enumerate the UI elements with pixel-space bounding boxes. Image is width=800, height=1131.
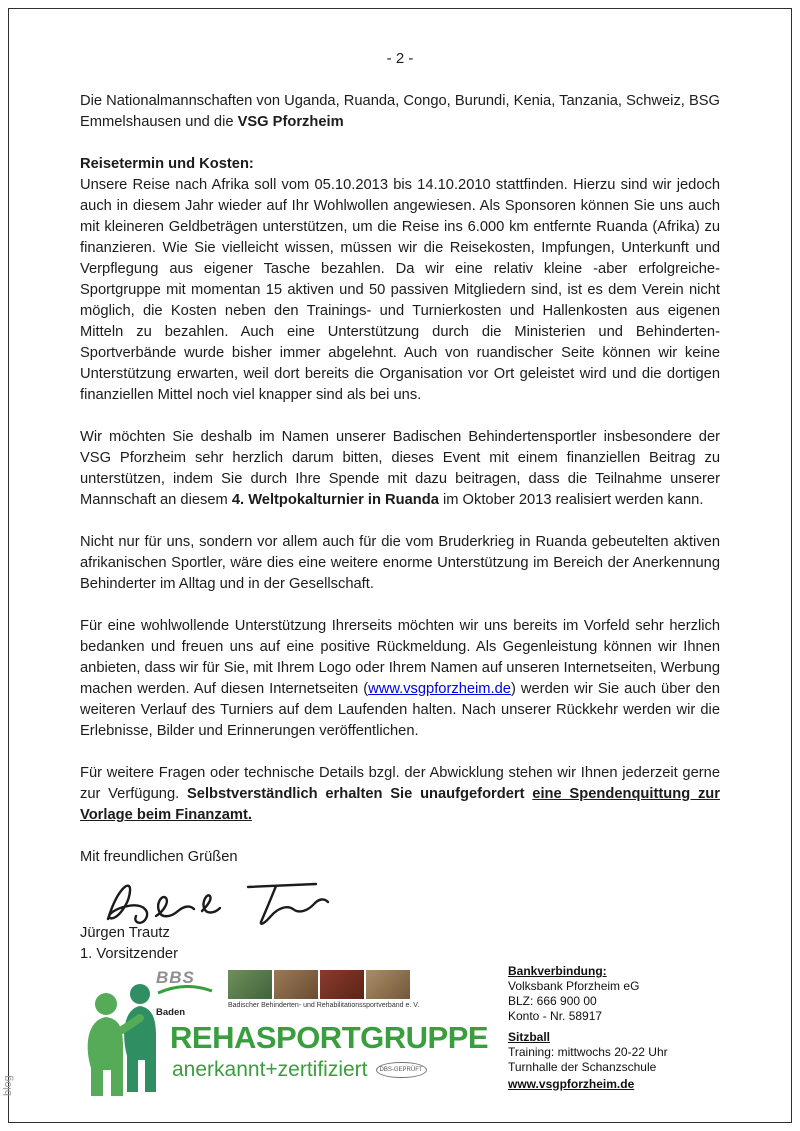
association-caption: Badischer Behinderten- und Rehabilitationssportverband e. V. — [228, 1002, 420, 1009]
text-run: Für weitere Fragen oder technische Details bzgl. der Abwicklung stehen wir Ihnen jederzeit gerne zur Verfügung. — [80, 765, 720, 802]
photo-tile — [366, 970, 410, 999]
bank-title: Bankverbindung: — [508, 964, 607, 978]
page-number: - 2 - — [386, 50, 414, 67]
text-run: eine Spendenquittung zur Vorlage beim Finanzamt. — [80, 786, 720, 823]
text-run: VSG Pforzheim — [237, 114, 344, 130]
appeal-paragraph — [80, 427, 720, 511]
bank-line: Volksbank Pforzheim eG — [508, 979, 640, 993]
brand-name: REHASPORTGRUPPE — [170, 1020, 489, 1055]
brand-tagline-row — [172, 1058, 427, 1082]
footer-website: www.vsgpforzheim.de — [508, 1077, 635, 1091]
letter-content — [80, 50, 720, 965]
contact-info — [508, 964, 728, 1092]
signature-block — [80, 875, 720, 965]
bank-line: BLZ: 666 900 00 — [508, 994, 597, 1008]
photo-strip — [228, 970, 410, 999]
letter-body — [80, 91, 720, 868]
thanks-paragraph — [80, 616, 720, 742]
sitzball-title: Sitzball — [508, 1030, 551, 1044]
text-run: Unsere Reise nach Afrika soll vom 05.10.2013 bis 14.10.2010 stattfinden. Hierzu sind wir jedoch auch in diesem Jahr wieder auf Ihr Wohlwollen angewiesen. Als Sponsoren können Sie uns auch mit kleineren Geldbeträgen unterstützen, um die Reise ins 6.000 km entfernte Ruanda (Afrika) zu finanzieren. Wie Sie vielleicht wissen, müssen wir die Reisekosten, Impfungen, Unterkunft und Verpflegung aus eigener Tasche bezahlen. Da wir eine relativ kleine -aber erfolgreiche- Sportgruppe mit momentan 15 aktiven und 50 passiven Mitgliedern sind, ist es dem Verein nicht möglich, die Kosten neben den Trainings- und Turnierkosten und Hallenkosten aus eigenen Mitteln zu bezahlen. Auch eine Unterstützung durch die Ministerien und Behinderten-Sportverbände wurde bisher immer abgelehnt. Auch von ruandischer Seite können wir keine Unterstützung erwarten, weil dort bereits die Organisation vor Ort geleistet wird und die dortigen finanziellen Mittel noch viel knapper sind als bei uns. — [80, 177, 720, 403]
text-run: Wir möchten Sie deshalb im Namen unserer Badischen Behindertensportler insbesondere der VSG Pforzheim sehr herzlich darum bitten, dieses Event mit einem finanziellen Beitrag zu unterstützen, indem Sie durch Ihre Spende mit dazu beitragen, dass die Teilnahme unserer Mannschaft an diesem — [80, 429, 720, 508]
sitzball-line: Training: mittwochs 20-22 Uhr — [508, 1045, 668, 1059]
costs-paragraph — [80, 175, 720, 406]
text-run: Selbstverständlich erhalten Sie unaufgefordert — [186, 786, 533, 802]
website-link[interactable]: www.vsgpforzheim.de — [368, 681, 511, 697]
bbs-logo — [156, 968, 226, 1018]
support-paragraph — [80, 532, 720, 595]
text-run: im Oktober 2013 realisiert werden kann. — [438, 492, 704, 508]
brand-tagline: anerkannt+zertifiziert — [172, 1058, 368, 1081]
intro-paragraph — [80, 91, 720, 133]
photo-tile — [274, 970, 318, 999]
bank-line: Konto - Nr. 58917 — [508, 1009, 603, 1023]
sitzball-line: Turnhalle der Schanzschule — [508, 1060, 657, 1074]
text-run: Die Nationalmannschaften von Uganda, Ruanda, Congo, Burundi, Kenia, Tanzania, Schweiz, BSG Emmelshausen und die — [80, 93, 720, 130]
signer-title: 1. Vorsitzender — [80, 946, 178, 962]
photo-tile — [228, 970, 272, 999]
signer-name: Jürgen Trautz — [80, 925, 170, 941]
baden-label: Baden — [156, 1007, 186, 1018]
text-run: Reisetermin und Kosten: — [80, 156, 254, 172]
section-heading — [80, 154, 720, 175]
edge-watermark: blog — [2, 1075, 14, 1096]
salutation — [80, 847, 720, 868]
bbs-logo-text: BBS — [156, 968, 195, 987]
photo-tile — [320, 970, 364, 999]
closing-paragraph — [80, 763, 720, 826]
text-run: Für eine wohlwollende Unterstützung Ihrerseits möchten wir uns bereits im Vorfeld sehr herzlich bedanken und freuen uns auf eine positive Rückmeldung. Als Gegenleistung können wir Ihnen anbieten, dass wir für Sie, mit Ihrem Logo oder Ihrem Namen auf unseren Internetseiten, Werbung machen werden. Auf diesen Internetseiten ( — [80, 618, 720, 697]
text-run: Nicht nur für uns, sondern vor allem auch für die vom Bruderkrieg in Ruanda gebeutelten aktiven afrikanischen Sportler, wäre dies eine weitere enorme Unterstützung im Bereich der Anerkennung Behinderter im Alltag und in der Gesellschaft. — [80, 534, 720, 592]
text-run: Mit freundlichen Grüßen — [80, 849, 238, 865]
dbs-badge: DBS-GEPRÜFT — [376, 1062, 427, 1079]
text-run: ) werden wir Sie auch über den weiteren Verlauf des Turniers auf dem Laufenden halten. Nach unserer Rückkehr werden wir die Erlebnisse, Bilder und Erinnerungen veröffentlichen. — [80, 681, 720, 739]
text-run: 4. Weltpokalturnier in Ruanda — [231, 492, 439, 508]
club-logo-block — [78, 968, 489, 1108]
letter-footer — [0, 960, 800, 1110]
